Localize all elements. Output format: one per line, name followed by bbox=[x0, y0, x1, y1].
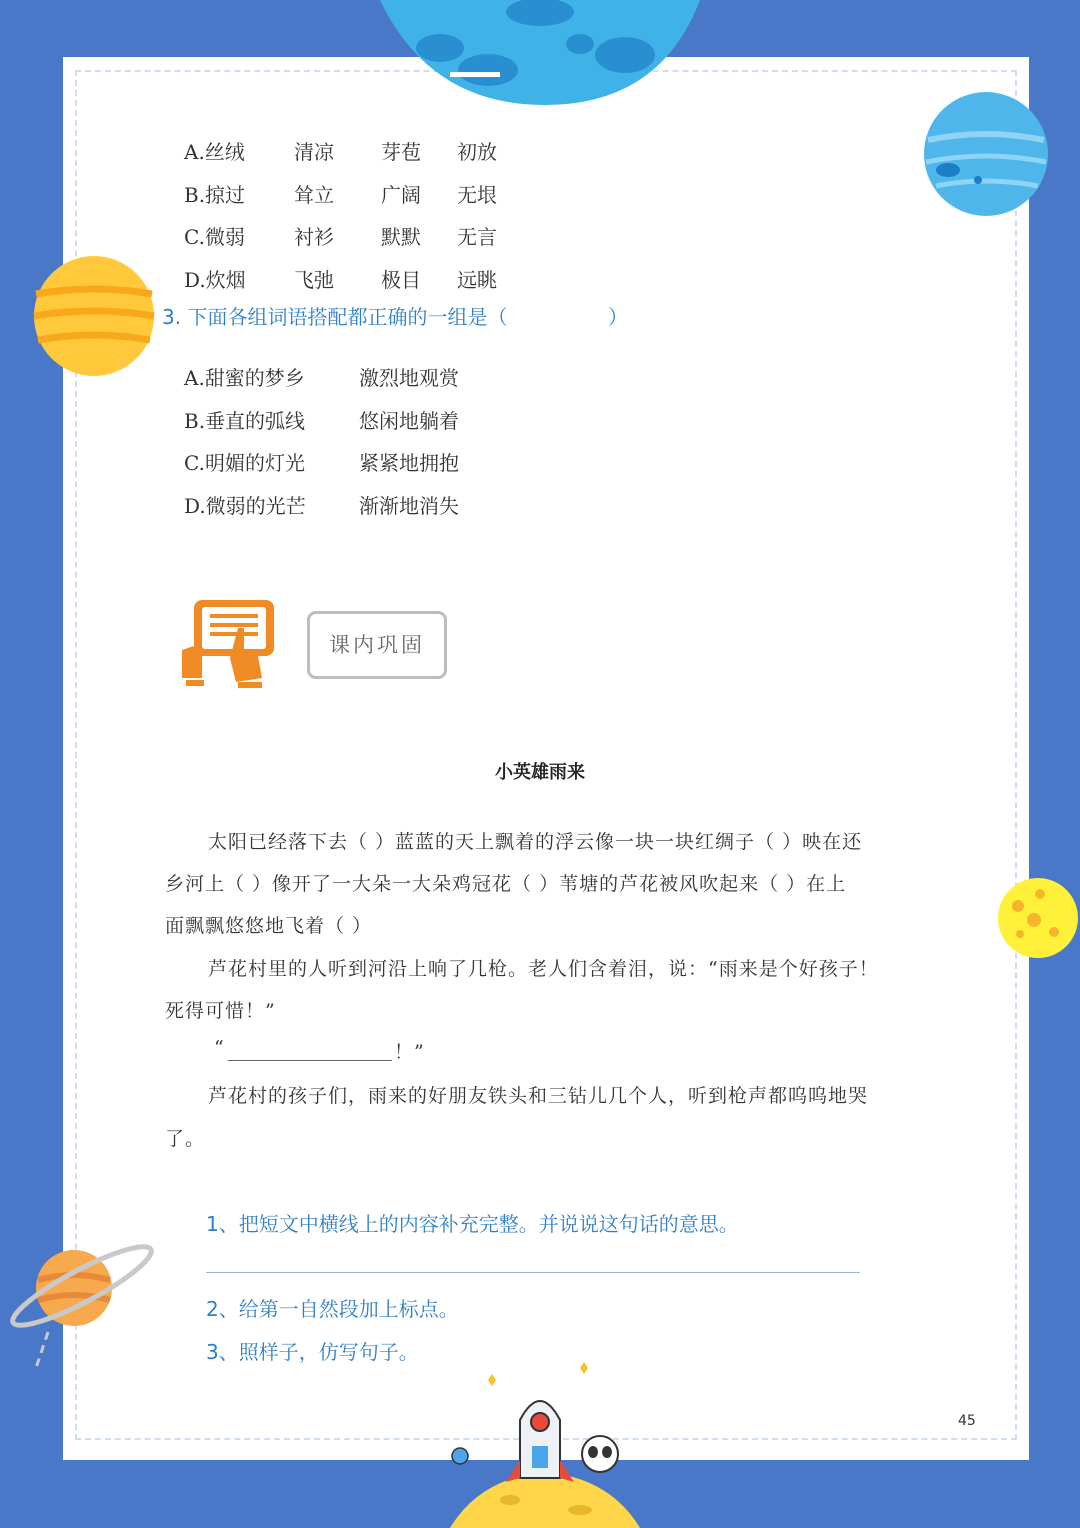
passage-line: 太阳已经落下去（ ）蓝蓝的天上飘着的浮云像一块一块红绸子（ ）映在还 bbox=[208, 831, 863, 853]
passage-line: 芦花村的孩子们，雨来的好朋友铁头和三钻儿几个人，听到枪声都呜呜地哭 bbox=[208, 1085, 869, 1107]
passage-line: 了。 bbox=[165, 1128, 206, 1150]
passage-line: 面飘飘悠悠地飞着（ ） bbox=[165, 915, 373, 937]
fill-blank-line[interactable] bbox=[228, 1060, 392, 1061]
passage-line: 芦花村里的人听到河沿上响了几枪。老人们含着泪，说：“雨来是个好孩子！ bbox=[208, 958, 879, 980]
q3-option-label: B.垂直的弧线 bbox=[184, 409, 306, 433]
passage-line: 乡河上（ ）像开了一大朵一大朵鸡冠花（ ）苇塘的芦花被风吹起来（ ）在上 bbox=[165, 873, 847, 895]
section-badge-in-class-review: 课内巩固 bbox=[307, 611, 447, 679]
saturn-icon bbox=[8, 1240, 158, 1370]
rocket-panda-illustration-icon bbox=[440, 1360, 650, 1528]
answer-line[interactable] bbox=[206, 1272, 860, 1273]
q2-option-word: 初放 bbox=[457, 140, 497, 164]
q3-option-label: A.甜蜜的梦乡 bbox=[184, 366, 305, 390]
q2-option-label: A.丝绒 bbox=[184, 140, 245, 164]
q2-option-word: 耸立 bbox=[294, 183, 334, 207]
quote-close-mark: ！” bbox=[394, 1041, 425, 1063]
q2-option-label: C.微弱 bbox=[184, 225, 245, 249]
q3-option-label: D.微弱的光芒 bbox=[184, 494, 306, 518]
q3-option-phrase: 渐渐地消失 bbox=[359, 494, 459, 518]
question-3: 3. 下面各组词语搭配都正确的一组是（ bbox=[162, 305, 508, 329]
q3-option-phrase: 悠闲地躺着 bbox=[359, 409, 459, 433]
quote-open-mark: “ bbox=[214, 1037, 225, 1059]
q2-option-word: 无垠 bbox=[457, 183, 497, 207]
task-1: 1、把短文中横线上的内容补充完整。并说说这句话的意思。 bbox=[206, 1212, 739, 1236]
yellow-moon-icon bbox=[996, 876, 1080, 960]
q2-option-word: 默默 bbox=[381, 225, 421, 249]
q2-option-word: 衬衫 bbox=[294, 225, 334, 249]
q2-option-word: 芽苞 bbox=[381, 140, 421, 164]
q2-option-word: 无言 bbox=[457, 225, 497, 249]
q2-option-word: 清凉 bbox=[294, 140, 334, 164]
blue-planet-icon bbox=[922, 90, 1052, 220]
q2-option-label: D.炊烟 bbox=[184, 268, 246, 292]
q2-option-word: 远眺 bbox=[457, 268, 497, 292]
page-number: 45 bbox=[958, 1413, 976, 1429]
q3-option-phrase: 紧紧地拥抱 bbox=[359, 451, 459, 475]
passage-line: 死得可惜！” bbox=[165, 1000, 276, 1022]
orange-planet-icon bbox=[32, 254, 156, 378]
task-2: 2、给第一自然段加上标点。 bbox=[206, 1297, 459, 1321]
q2-option-word: 极目 bbox=[381, 268, 421, 292]
tablet-hand-icon bbox=[178, 598, 278, 688]
passage-title: 小英雄雨来 bbox=[495, 762, 585, 783]
q2-option-label: B.掠过 bbox=[184, 183, 246, 207]
task-3: 3、照样子，仿写句子。 bbox=[206, 1340, 419, 1364]
q3-option-phrase: 激烈地观赏 bbox=[359, 366, 459, 390]
top-moon-icon bbox=[370, 0, 710, 112]
question-3-close-paren: ） bbox=[608, 305, 628, 329]
q3-option-label: C.明媚的灯光 bbox=[184, 451, 305, 475]
q2-option-word: 飞弛 bbox=[294, 268, 334, 292]
q2-option-word: 广阔 bbox=[381, 183, 421, 207]
